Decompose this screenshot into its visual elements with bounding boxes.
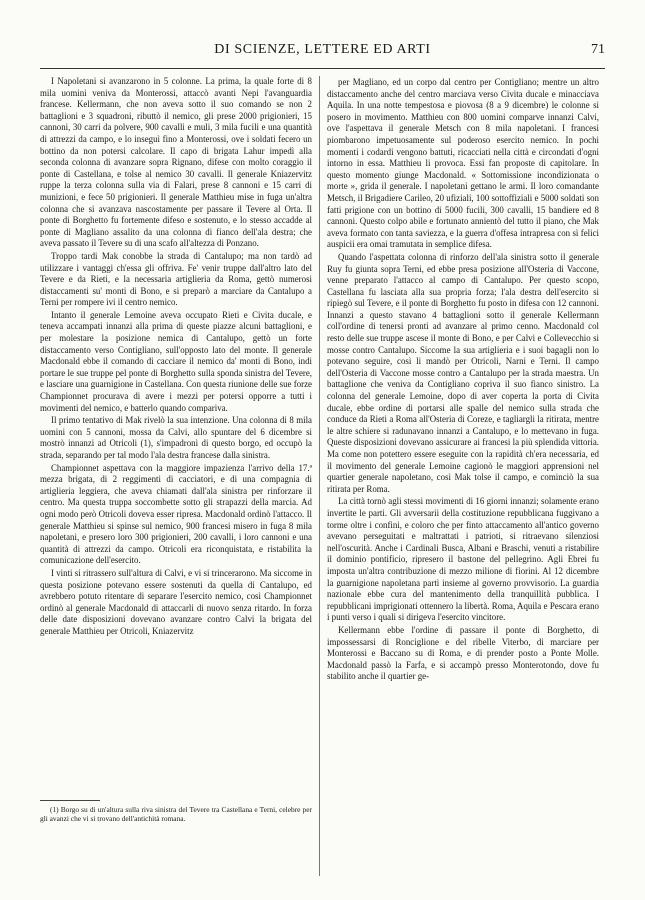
paragraph: Intanto il generale Lemoine aveva occupato Rieti e Civita ducale, e teneva accampati innanzi alla prima di queste piazze alcuni battaglioni, e per molestare la posizione nemica di Cantalupo, gettò un forte distaccamento verso Contigliano, sull'opposto lato del monte. Il generale Macdonald ebbe il comando di cacciare il nemico da' monti di Bono, indi portare le sue truppe pel ponte di Borghetto sulla sponda sinistra del Tevere, e lasciare una guarnigione in Castellana. Con questa riunione delle sue forze Championnet procurava di avere i mezzi per potersi opporre a tutti i movimenti del nemico, e batterlo quando compariva. [40,309,312,413]
page-header [40,42,605,64]
column-divider [319,76,320,876]
header-rule [40,68,605,69]
paragraph: Quando l'aspettata colonna di rinforzo dell'ala sinistra sotto il generale Ruy fu giunta sopra Terni, ed ebbe presa posizione all'Osteria di Vaccone, venne preparato l'attacco al campo di Cantalupo. Per questo scopo, Castellana fu lasciata alla sua propria forza; l'ala destra dell'esercito si ripiegò sul Tevere, e il ponte di Borghetto fu posto in difesa con 12 cannoni. Innanzi a questo stavano 4 battaglioni sotto il generale Kellermann coll'ordine di tenersi pronti ad avanzare al primo cenno. Macdonald col resto delle sue truppe ascese il monte di Bono, e per Calvi e Collevecchio si mosse contro Cantalupo. Siccome la sua artiglieria e i suoi bagagli non lo potevano seguire, così li mandò per Otricoli, Narni e Terni. Il campo dell'Osteria di Vaccone mosse contro a Cantalupo per la strada maestra. Un battaglione che veniva da Contigliano copriva il suo fianco sinistro. La colonna del generale Lemoine, dopo di aver coperta la porta di Civita ducale, ebbe ordine di portarsi alle spalle del nemico sulla strada che conduce da Rieti a Roma all'Osteria di Coreze, e tagliargli la ritirata, mentre le altre schiere si radunavano innanzi a Cantalupo, e lo mettevano in fuga. Queste disposizioni dovevano assicurare ai francesi la più splendida vittoria. Ma come non potettero essere eseguite con la rapidità ch'era necessaria, ed il movimento del generale Lemoine cagionò le maggiori apprensioni nel quartier generale napoletano, così Mak tolse il campo, e cominciò la sua ritirata per Roma. [327,251,599,494]
running-title: DI SCIENZE, LETTERE ED ARTI [214,42,431,57]
page-number: 71 [591,42,605,57]
paragraph: Championnet aspettava con la maggiore impazienza l'arrivo della 17.ª mezza brigata, di 2 reggimenti di cacciatori, e di una compagnia di artiglieria leggiera, che aveva chiamati dall'ala sinistra per rinforzare il centro. Ma questa truppa soccombette sotto gli strapazzi della marcia. Ad ogni modo però Otricoli doveva esser ripresa. Macdonald ordinò l'attacco. Il generale Matthieu si spinse sul nemico, 900 francesi misero in fuga 8 mila napoletani, e presero loro 300 prigionieri, 200 cavalli, i loro cannoni e una quantità di attrezzi da campo. Otricoli era riconquistata, e ristabilita la comunicazione dell'esercito. [40,462,312,566]
paragraph: Kellermann ebbe l'ordine di passare il ponte di Borghetto, di impossessarsi di Ronciglione e del ribelle Viterbo, di marciare per Monterossi e Baccano su di Roma, e di prender posto a Ponte Molle. Macdonald passò la Farfa, e si accampò presso Monterotondo, dove fu stabilito anche il quartier ge- [327,624,599,682]
paragraph: I Napoletani si avanzarono in 5 colonne. La prima, la quale forte di 8 mila uomini veniva da Monterossi, attaccò avanti Nepi l'avanguardia francese. Kellermann, che non aveva sotto il suo comando se non 2 battaglioni e 3 squadroni, ributtò il nemico, gli prese 2000 prigionieri, 15 cannoni, 30 carri da polvere, 900 cavalli e muli, 3 mila fucili e una quantità di attrezzi da campo, e lo inseguì fino a Monterossi, ove i soldati fecero un bottino da non potersi calcolare. Il capo di brigata Lahur impedì alla seconda colonna di avanzare sopra Rignano, difese con molto coraggio il ponte di Castellana, e tolse al nemico 30 cavalli. Il generale Kniazervitz ruppe la terza colonna sulla via di Falari, prese 8 cannoni e 15 carri di munizioni, e fece 50 prigionieri. Il generale Matthieu mise in fuga un'altra colonna che si avanzava nascostamente per passare il Tevere al Orta. Il ponte di Borghetto fu fortemente difeso e sostenuto, e lo stesso accadde al ponte di Magliano assalito da una colonna di fianco dell'ala destra; che aveva passato il Tevere su di una scafo all'altezza di Ponzano. [40,76,312,249]
paragraph: per Magliano, ed un corpo dal centro per Contigliano; mentre un altro distaccamento anche del centro marciava verso Civita ducale e minacciava Aquila. In una notte tempestosa e piovosa (8 a 9 dicembre) le colonne si posero in movimento. Matthieu con 800 uomini comparve innanzi Calvi, ove l'aspettava il generale Metsch con 8 mila napoletani. I francesi piombarono impetuosamente sul poderoso esercito nemico. In pochi momenti i codardi vengono battuti, ricacciati nella città e circondati d'ogni intorno in essa. Matthieu li provoca. Essi fan proposte di capitolare. In questo momento giunge Macdonald. « Sottomissione incondizionata o morte », grida il generale. I napoletani gettano le armi. Il loro comandante Metsch, il Brigadiere Carileo, 20 ufiziali, 100 sottoffiziali e 5000 soldati son fatti prigione con un bottino di 5000 fucili, 300 cavalli, 15 bandiere ed 8 cannoni. Questo colpo abile e fortunato annientò del tutto il piano, che Mak aveva formato con tanta saviezza, e la guerra d'offesa intrapresa con sì felici auspicii era omai tramutata in semplice difesa. [327,77,599,250]
right-column [327,77,599,683]
paragraph: La città tornò agli stessi movimenti di 16 giorni innanzi; solamente erano invertite le parti. Gli avversarii della costituzione repubblicana fuggivano a torme oltre i confini, e coloro che per finto attaccamento all'antico governo avevano perseguitati e maltrattati i patrioti, si ritraevano silenziosi nell'oscurità. Anche i Cardinali Busca, Albani e Braschi, venuti a ristabilire il dominio pontificio, ripresero il bastone del pellegrino. Agli Ebrei fu imposta un'altra contribuzione di mezzo milione di fiorini. Al 12 dicembre la guarnigione napoletana partì insieme al governo provvisorio. La guardia nazionale ebbe cura del mantenimento della tranquillità pubblica. I repubblicani imprigionati ottennero la libertà. Roma, Aquila e Pescara erano i punti verso i quali si dirigeva l'esercito vincitore. [327,496,599,623]
paragraph: I vinti si ritrassero sull'altura di Calvi, e vi si trincerarono. Ma siccome in questa posizione potevano essere sostenuti da quella di Cantalupo, ed avrebbero potuto ritentare di separare l'esercito nemico, così Championnet ordinò al generale Macdonald di attaccarli di nuovo senza ritardo. In forza delle date disposizioni dovevano avanzare contro Calvi la brigata del generale Matthieu per Otricoli, Kniazervitz [40,567,312,636]
paragraph: Troppo tardi Mak conobbe la strada di Cantalupo; ma non tardò ad utilizzare i vantaggi ch'essa gli offriva. Fe' venir truppe dall'altro lato del Tevere e da Rieti, e la necessaria artiglieria da Roma, gettò numerosi distaccamenti su' monti di Bono, e si preparò a marciare da Cantalupo a Terni per rompere ivi il centro nemico. [40,250,312,308]
footnote: (1) Borgo su di un'altura sulla riva sinistra del Tevere tra Castellana e Terni, celebre per gli avanzi che vi si trovano dell'antichità romana. [40,805,312,824]
footnote-rule [40,800,100,801]
paragraph: Il primo tentativo di Mak rivelò la sua intenzione. Una colonna di 8 mila uomini con 5 cannoni, mossa da Calvi, allo spuntare del 6 dicembre si mostrò innanzi ad Otricoli (1), s'impadronì di questo borgo, ed occupò la strada, separando per tal modo l'ala destra francese dalla sinistra. [40,415,312,460]
left-column [40,76,312,638]
